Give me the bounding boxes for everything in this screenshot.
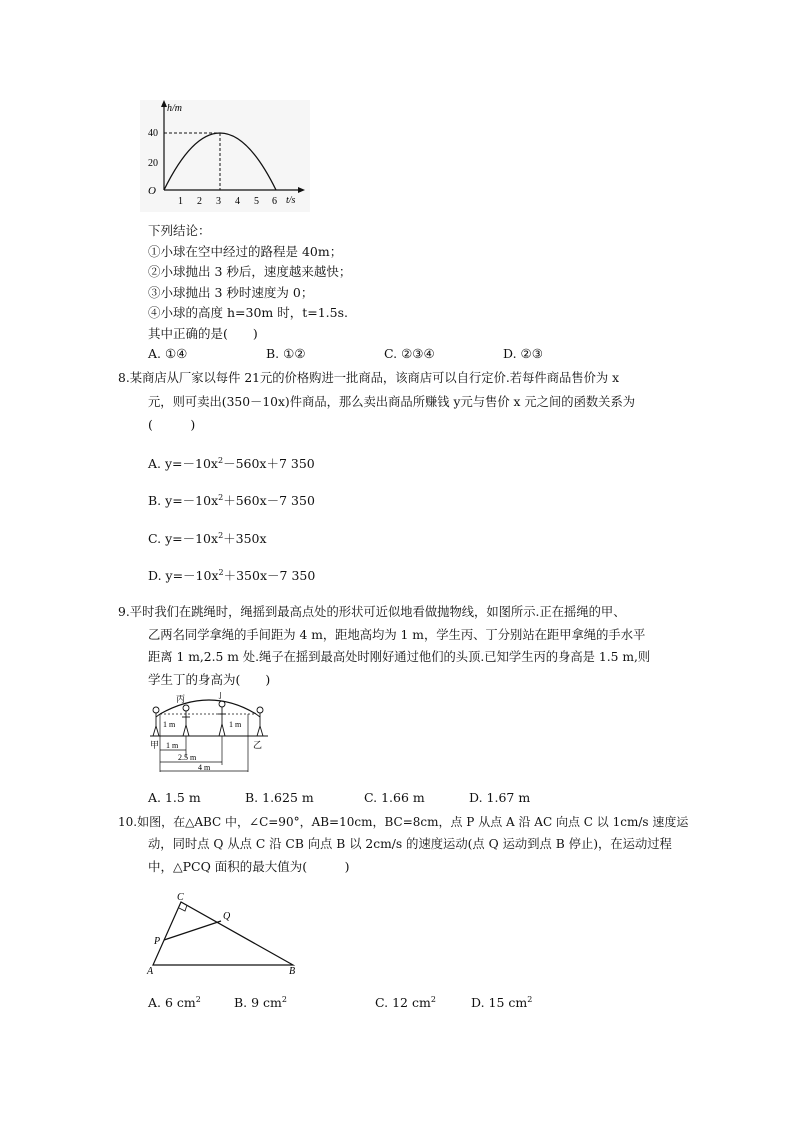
label-q: Q <box>223 911 231 922</box>
q9-option-d: D. 1.67 m <box>469 790 531 805</box>
q10-line-2: 动，同时点 Q 从点 C 沿 CB 向点 B 以 2cm/s 的速度运动(点 Q 运动到点 B 停止)，在运动过程 <box>148 837 672 851</box>
q8-option-a: A. $y=-10x^2-560x+7$ 350 <box>148 456 315 472</box>
x-tick-1: 1 <box>178 196 183 207</box>
q7-option-d: D. ②③ <box>503 346 543 361</box>
q8-option-c: C. $y=-10x^2+350x$ <box>148 531 267 547</box>
q8-option-d: D. $y=-10x^2+350x-7$ 350 <box>148 568 316 584</box>
jump-rope-diagram <box>148 692 273 776</box>
x-axis-label: t/s <box>286 195 296 206</box>
q10-line-3: 中，△PCQ 面积的最大值为( ) <box>148 859 350 874</box>
q10-option-c: C. 12 $cm^2$ <box>375 995 436 1011</box>
x-tick-5: 5 <box>254 196 259 207</box>
q7-question: 其中正确的是( ) <box>148 326 258 341</box>
q10-option-b: B. 9 $cm^2$ <box>234 995 288 1011</box>
q8-option-b: B. $y=-10x^2+560x-7$ 350 <box>148 493 315 509</box>
q7-option-a: A. ①④ <box>148 346 188 361</box>
q9-option-c: C. 1.66 m <box>364 790 425 805</box>
q7-statement-3: ③小球抛出 3 秒时速度为 0； <box>148 285 314 300</box>
q9-option-a: A. 1.5 m <box>148 790 201 805</box>
height-time-graph <box>140 100 310 212</box>
q7-option-c: C. ②③④ <box>384 346 435 361</box>
q10-option-d: D. 15 $cm^2$ <box>471 995 533 1011</box>
y-axis-label: h/m <box>167 103 182 114</box>
label-b: B <box>289 966 296 975</box>
x-tick-6: 6 <box>272 196 277 207</box>
q9-option-b: B. 1.625 m <box>245 790 314 805</box>
y-tick-40: 40 <box>148 128 158 139</box>
q9-line-4: 学生丁的身高为( ) <box>148 672 271 687</box>
x-tick-3: 3 <box>216 196 221 207</box>
label-ding: 丁 <box>216 692 226 700</box>
label-bing: 丙 <box>176 694 186 704</box>
q7-intro: 下列结论： <box>148 223 211 238</box>
label-dist-2: 2.5 m <box>178 753 197 762</box>
label-a: A <box>147 966 154 975</box>
label-right-height: 1 m <box>229 720 242 729</box>
q7-graph <box>140 100 310 212</box>
q10-figure <box>143 890 308 975</box>
x-tick-4: 4 <box>235 196 240 207</box>
label-p: P <box>154 936 161 947</box>
q7-statement-1: ①小球在空中经过的路程是 40m； <box>148 244 343 259</box>
q10-line-1: 10.如图，在△ABC 中，∠C=90°，AB=10cm，BC=8cm，点 P 从点 A 沿 AC 向点 C 以 1cm/s 速度运 <box>118 815 689 829</box>
q7-statement-4: ④小球的高度 h=30m 时，t=1.5s. <box>148 305 348 320</box>
q10-option-a: A. 6 $cm^2$ <box>148 995 201 1011</box>
label-dist-3: 4 m <box>198 763 211 772</box>
label-dist-1: 1 m <box>166 741 179 750</box>
x-tick-2: 2 <box>197 196 202 207</box>
origin-label: O <box>148 185 156 197</box>
q9-line-1: 9.平时我们在跳绳时，绳摇到最高点处的形状可近似地看做抛物线，如图所示.正在摇绳的甲、 <box>118 605 626 619</box>
q7-option-b: B. ①② <box>266 346 306 361</box>
label-yi: 乙 <box>253 740 263 750</box>
label-jia: 甲 <box>150 740 160 750</box>
q9-line-3: 距离 1 m,2.5 m 处.绳子在摇到最高处时刚好通过他们的头顶.已知学生丙的身高是 1.5 m,则 <box>148 650 651 664</box>
label-c: C <box>177 892 184 903</box>
q8-line-2: 元，则可卖出(350－10x)件商品，那么卖出商品所赚钱 y元与售价 x 元之间的函数关系为 <box>148 395 636 409</box>
q7-statement-2: ②小球抛出 3 秒后，速度越来越快； <box>148 264 352 279</box>
label-left-height: 1 m <box>163 720 176 729</box>
q9-figure <box>148 692 273 776</box>
q9-line-2: 乙两名同学拿绳的手间距为 4 m，距地高均为 1 m，学生丙、丁分别站在距甲拿绳的手水平 <box>148 628 646 642</box>
q8-line-1: 8.某商店从厂家以每件 21元的价格购进一批商品，该商店可以自行定价.若每件商品售价为 x <box>118 371 620 385</box>
q8-line-3: ( ) <box>148 417 196 432</box>
triangle-abc-diagram <box>143 890 308 975</box>
y-tick-20: 20 <box>148 158 158 169</box>
